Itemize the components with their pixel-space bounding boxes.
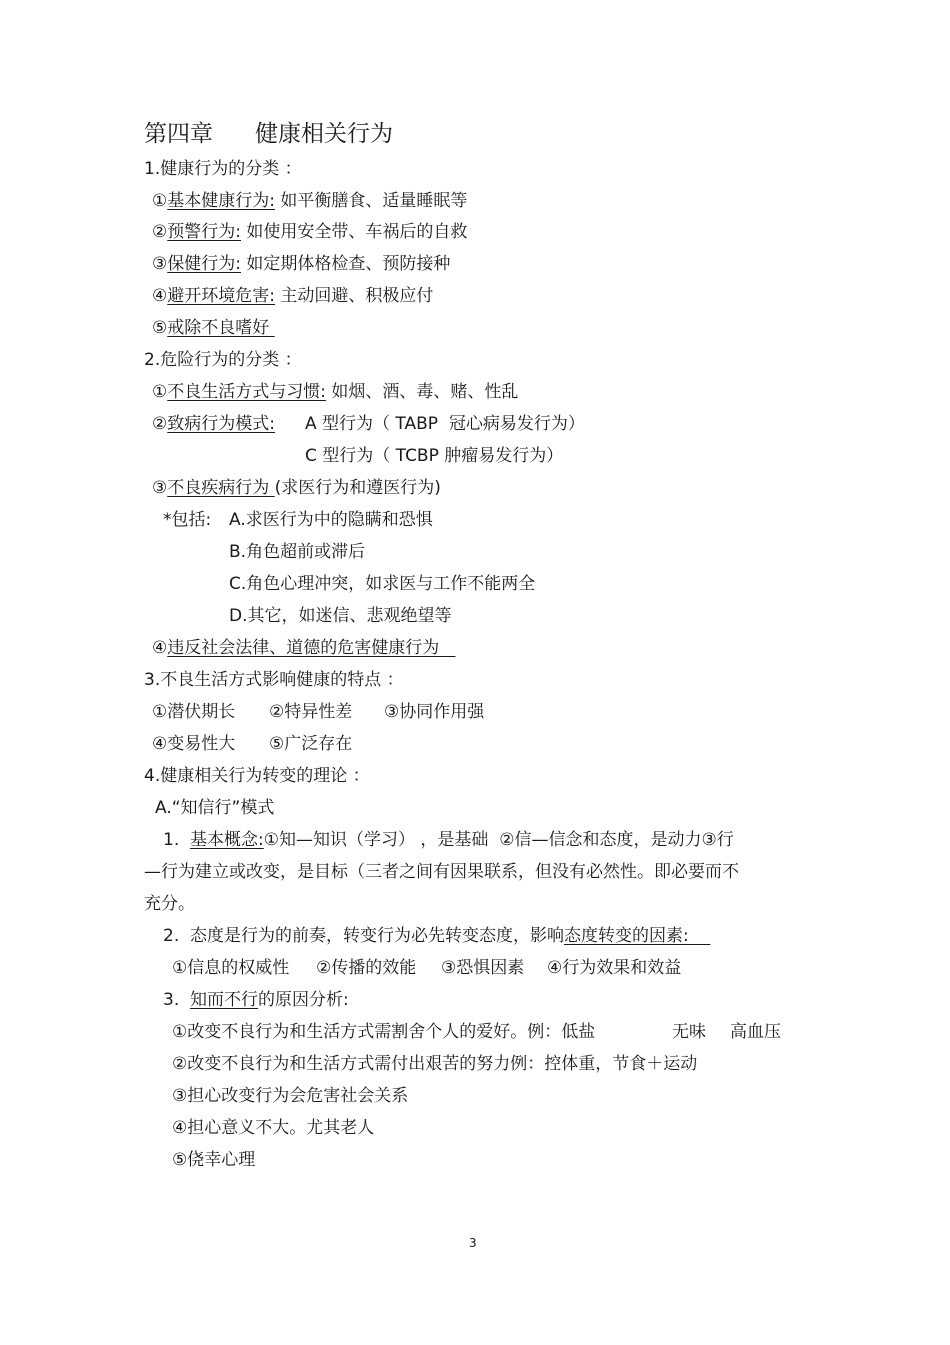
item-desc: 如平衡膳食、适量睡眠等 [274,191,468,211]
para-term: 态度转变的因素: [564,926,711,946]
p1-line-1 [163,829,734,851]
factor-1: ①信息的权威性 [172,958,290,978]
s3-trait-4: ④变易性大 [152,734,236,754]
chapter-name: 健康相关行为 [255,121,393,147]
item-number: ② [152,222,168,242]
s1-item-1 [152,190,467,212]
para-text: 态度是行为的前奏，转变行为必先转变态度，影响 [190,926,565,946]
item-number: ① [152,382,168,402]
item-number: ④ [152,638,168,658]
item-number: ④ [152,286,168,306]
para-term: 知而不行 [190,990,259,1010]
factor-4: ④行为效果和效益 [547,958,682,978]
reason-1: ①改变不良行为和生活方式需割舍个人的爱好。例：低盐 [172,1022,596,1042]
p1-line-3: 充分。 [144,894,195,914]
includes-item-a: A.求医行为中的隐瞒和恐惧 [229,510,433,530]
s2-item-2-type-c: C 型行为（ TCBP 肿瘤易发行为） [305,446,564,466]
item-number: ⑤ [152,318,168,338]
section-3-heading: 3.不良生活方式影响健康的特点 ： [144,670,404,690]
para-number: 3. [163,990,180,1010]
item-term: 戒除不良嗜好 [167,318,275,338]
s2-item-2 [152,413,275,435]
item-term: 不良生活方式与习惯: [167,382,326,402]
page-number: 3 [469,1236,477,1250]
section-2-heading: 2.危险行为的分类 ： [144,350,302,370]
para-term: 基本概念: [190,830,264,850]
includes-item-c: C.角色心理冲突，如求医与工作不能两全 [229,574,536,594]
factor-2: ②传播的效能 [316,958,417,978]
includes-item-d: D.其它，如迷信、悲观绝望等 [229,606,452,626]
item-term: 违反社会法律、道德的危害健康行为 [167,638,456,658]
factor-3: ③恐惧因素 [441,958,525,978]
reason-4: ④担心意义不大。尤其老人 [172,1118,375,1138]
chapter-title [144,119,393,149]
includes-label: *包括: [163,510,212,530]
s1-item-4 [152,285,433,307]
item-number: ③ [152,254,168,274]
section-4-heading: 4.健康相关行为转变的理论 ： [144,766,370,786]
item-desc: 主动回避、积极应付 [274,286,434,306]
reason-1-c: 高血压 [730,1022,781,1042]
para-number: 1. [163,830,180,850]
reason-3: ③担心改变行为会危害社会关系 [172,1086,409,1106]
item-desc: (求医行为和遵医行为) [274,478,441,498]
model-title: A.“知信行”模式 [155,798,275,818]
s3-trait-3: ③协同作用强 [384,702,485,722]
s2-item-3 [152,477,441,499]
item-term: 致病行为模式: [167,414,275,434]
item-desc: 如使用安全带、车祸后的自救 [240,222,468,242]
item-number: ① [152,191,168,211]
s3-trait-1: ①潜伏期长 [152,702,236,722]
item-term: 避开环境危害: [167,286,275,306]
includes-item-b: B.角色超前或滞后 [229,542,366,562]
reason-5: ⑤侥幸心理 [172,1150,256,1170]
para-number: 2. [163,926,180,946]
s1-item-2 [152,221,467,243]
s1-item-3 [152,253,450,275]
s2-item-1 [152,381,518,403]
s2-item-4 [152,637,455,659]
section-1-heading: 1.健康行为的分类 ： [144,159,302,179]
s3-trait-2: ②特异性差 [269,702,353,722]
para-text: 的原因分析: [258,990,349,1010]
item-term: 保健行为: [167,254,241,274]
s2-item-2-type-a: A 型行为（ TABP 冠心病易发行为） [305,414,585,434]
chapter-label: 第四章 [144,121,213,147]
reason-2: ②改变不良行为和生活方式需付出艰苦的努力例：控体重，节食＋运动 [172,1054,698,1074]
p1-line-2: —行为建立或改变，是目标（三者之间有因果联系，但没有必然性。即必要而不 [144,862,739,882]
para-text: ①知—知识（学习） ，是基础 ②信—信念和态度，是动力③行 [263,830,734,850]
item-desc: 如烟、酒、毒、赌、性乱 [325,382,519,402]
item-term: 不良疾病行为 [167,478,275,498]
p2-line-1 [163,925,710,947]
reason-1-b: 无味 [672,1022,706,1042]
item-term: 基本健康行为: [167,191,275,211]
item-desc: 如定期体格检查、预防接种 [240,254,451,274]
p3-line-1 [163,989,349,1011]
s3-trait-5: ⑤广泛存在 [269,734,353,754]
s1-item-5 [152,317,275,339]
item-term: 预警行为: [167,222,241,242]
item-number: ③ [152,478,168,498]
item-number: ② [152,414,168,434]
